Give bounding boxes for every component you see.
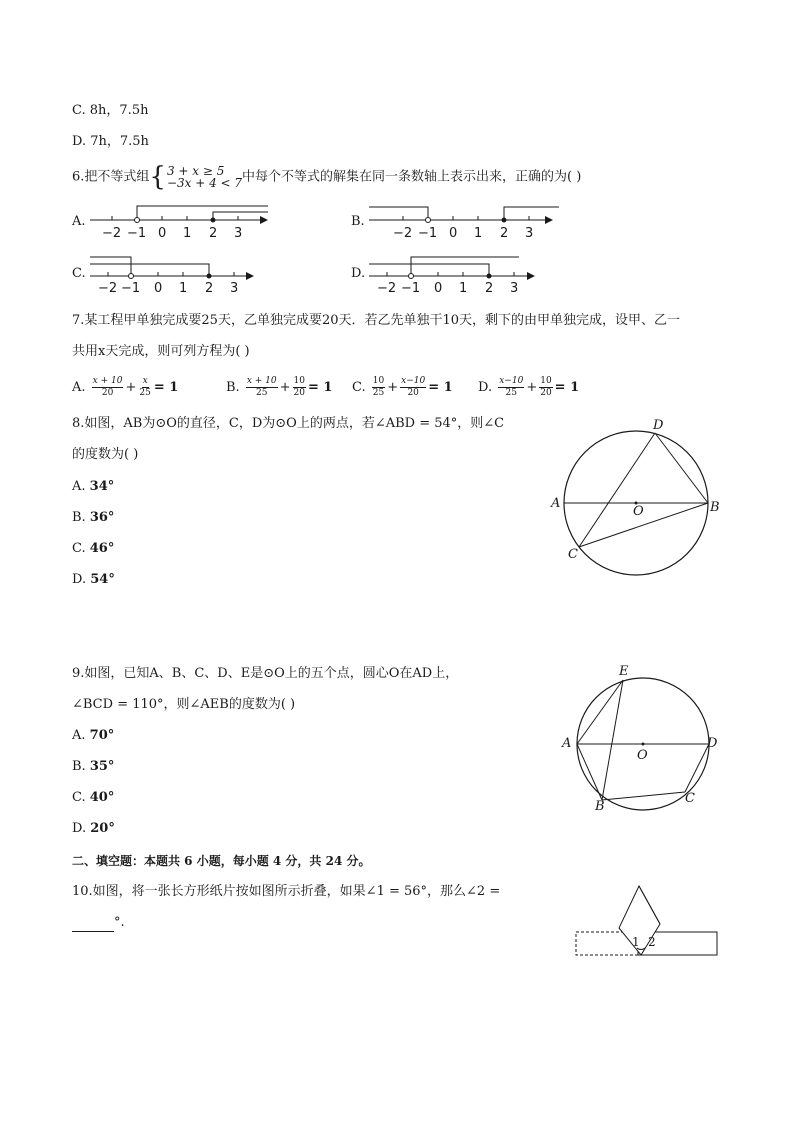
q8-circle-figure <box>545 412 730 584</box>
point-label: C <box>568 547 578 562</box>
tick-label: 3 <box>230 281 239 294</box>
q8-stem-line2: 的度数为( ) <box>72 447 139 462</box>
q7-option-c: C. $\frac{10}{25}$ + $\frac{x-10}{20}$ = 1 <box>352 376 453 398</box>
fraction: $\frac{x-10}{20}$ <box>401 376 426 398</box>
tick-label: 0 <box>158 226 167 241</box>
q10-stem-line1: 10.如图，将一张长方形纸片按如图所示折叠，如果∠1 = 56°，那么∠2 = <box>72 884 501 899</box>
q8-option-b: B. 36° <box>72 510 115 525</box>
inequality-system <box>149 164 242 190</box>
option-label: C. <box>72 103 86 118</box>
q9-stem-line1: 9.如图，已知A、B、C、D、E是⊙O上的五个点，圆心O在AD上， <box>72 666 459 681</box>
q7-option-d: D. $\frac{x-10}{25}$ + $\frac{10}{20}$ = 1 <box>478 376 580 398</box>
tick-label: 1 <box>459 281 468 294</box>
number-line-d <box>367 252 542 294</box>
tick-label: −2 <box>393 226 413 241</box>
point-label: O <box>633 504 644 519</box>
fraction: $\frac{x + 10}{25}$ <box>246 376 277 398</box>
point-label: A <box>551 496 561 511</box>
fraction: $\frac{10}{25}$ <box>372 376 385 398</box>
q6-option-b-label: B. <box>351 214 365 229</box>
tick-label: −2 <box>377 281 397 294</box>
q9-option-c: C. 40° <box>72 790 115 805</box>
q9-option-d: D. 20° <box>72 821 115 836</box>
tick-label: 1 <box>179 281 188 294</box>
q6-option-d-label: D. <box>351 266 366 281</box>
q6-stem-post: 中每个不等式的解集在同一条数轴上表示出来，正确的为( ) <box>242 169 582 185</box>
q7-stem-line1: 7.某工程甲单独完成要25天，乙单独完成要20天．若乙先单独干10天，剩下的由甲单独完成，设甲、乙一 <box>72 313 681 328</box>
q7-option-a: A. $\frac{x + 10}{20}$ + $\frac{x}{25}$ = 1 <box>72 376 179 398</box>
fraction: $\frac{x + 10}{20}$ <box>92 376 123 398</box>
point-label: B <box>595 799 605 812</box>
tick-label: −1 <box>418 226 438 241</box>
q7-option-b: B. $\frac{x + 10}{25}$ + $\frac{10}{20}$ = 1 <box>226 376 333 398</box>
tick-label: −1 <box>121 281 141 294</box>
fraction: $\frac{x-10}{25}$ <box>499 376 524 398</box>
tick-label: −2 <box>102 226 122 241</box>
system-row-2: −3x + 4 < 7 <box>166 176 243 190</box>
q8-stem-line1: 8.如图，AB为⊙O的直径，C，D为⊙O上的两点，若∠ABD = 54°，则∠C <box>72 416 505 431</box>
tick-label: 2 <box>209 226 218 241</box>
tick-label: 0 <box>449 226 458 241</box>
q9-option-a: A. 70° <box>72 728 115 743</box>
tick-label: −1 <box>127 226 147 241</box>
point-label: E <box>619 664 629 679</box>
number-line-a <box>88 200 273 242</box>
tick-label: −1 <box>401 281 421 294</box>
tick-label: 0 <box>154 281 163 294</box>
q6-stem <box>72 164 581 190</box>
tick-label: 0 <box>434 281 443 294</box>
q10-stem-line2: °. <box>72 914 125 932</box>
number-line-b <box>367 200 562 242</box>
q6-option-a-label: A. <box>72 214 86 229</box>
q9-option-b: B. 35° <box>72 759 115 774</box>
q5-option-d <box>72 133 149 151</box>
tick-label: 1 <box>474 226 483 241</box>
section-heading: 二、填空题：本题共 6 小题，每小题 4 分，共 24 分。 <box>72 854 371 868</box>
q8-option-c: C. 46° <box>72 541 115 556</box>
brace-icon: { <box>149 162 166 192</box>
q8-option-a: A. 34° <box>72 479 115 494</box>
point-label: D <box>653 418 664 433</box>
angle-label: 1 <box>632 935 640 949</box>
tick-label: 1 <box>183 226 192 241</box>
option-label: C. <box>352 380 366 395</box>
fraction: $\frac{10}{20}$ <box>540 376 552 398</box>
q9-stem-line2: ∠BCD = 110°，则∠AEB的度数为( ) <box>72 697 296 712</box>
point-label: D <box>707 736 718 751</box>
tick-label: 3 <box>525 226 534 241</box>
q9-circle-figure <box>555 660 730 812</box>
point-label: C <box>685 791 695 806</box>
answer-blank <box>72 919 114 932</box>
tick-label: 3 <box>234 226 243 241</box>
number-line-c <box>88 252 263 294</box>
q6-stem-pre: 6.把不等式组 <box>72 169 150 185</box>
fraction: $\frac{x}{25}$ <box>139 376 151 398</box>
option-label: A. <box>72 380 86 395</box>
point-label: B <box>710 500 720 515</box>
option-label: B. <box>226 380 240 395</box>
system-row-1: 3 + x ≥ 5 <box>166 164 225 178</box>
angle-label: 2 <box>648 935 656 949</box>
q5-option-c <box>72 102 148 120</box>
q10-fold-figure <box>573 884 723 964</box>
option-label: D. <box>72 134 87 149</box>
point-label: A <box>562 736 572 751</box>
fraction: $\frac{10}{20}$ <box>293 376 305 398</box>
option-text: 8h，7.5h <box>89 103 149 118</box>
tick-label: −2 <box>98 281 118 294</box>
option-label: D. <box>478 380 493 395</box>
tick-label: 2 <box>485 281 494 294</box>
q6-option-c-label: C. <box>72 266 86 281</box>
point-label: O <box>637 748 648 763</box>
q7-stem-line2: 共用x天完成，则可列方程为( ) <box>72 344 250 359</box>
tick-label: 2 <box>205 281 214 294</box>
tick-label: 2 <box>500 226 509 241</box>
option-text: 7h，7.5h <box>90 134 149 149</box>
q8-option-d: D. 54° <box>72 572 115 587</box>
tick-label: 3 <box>510 281 519 294</box>
